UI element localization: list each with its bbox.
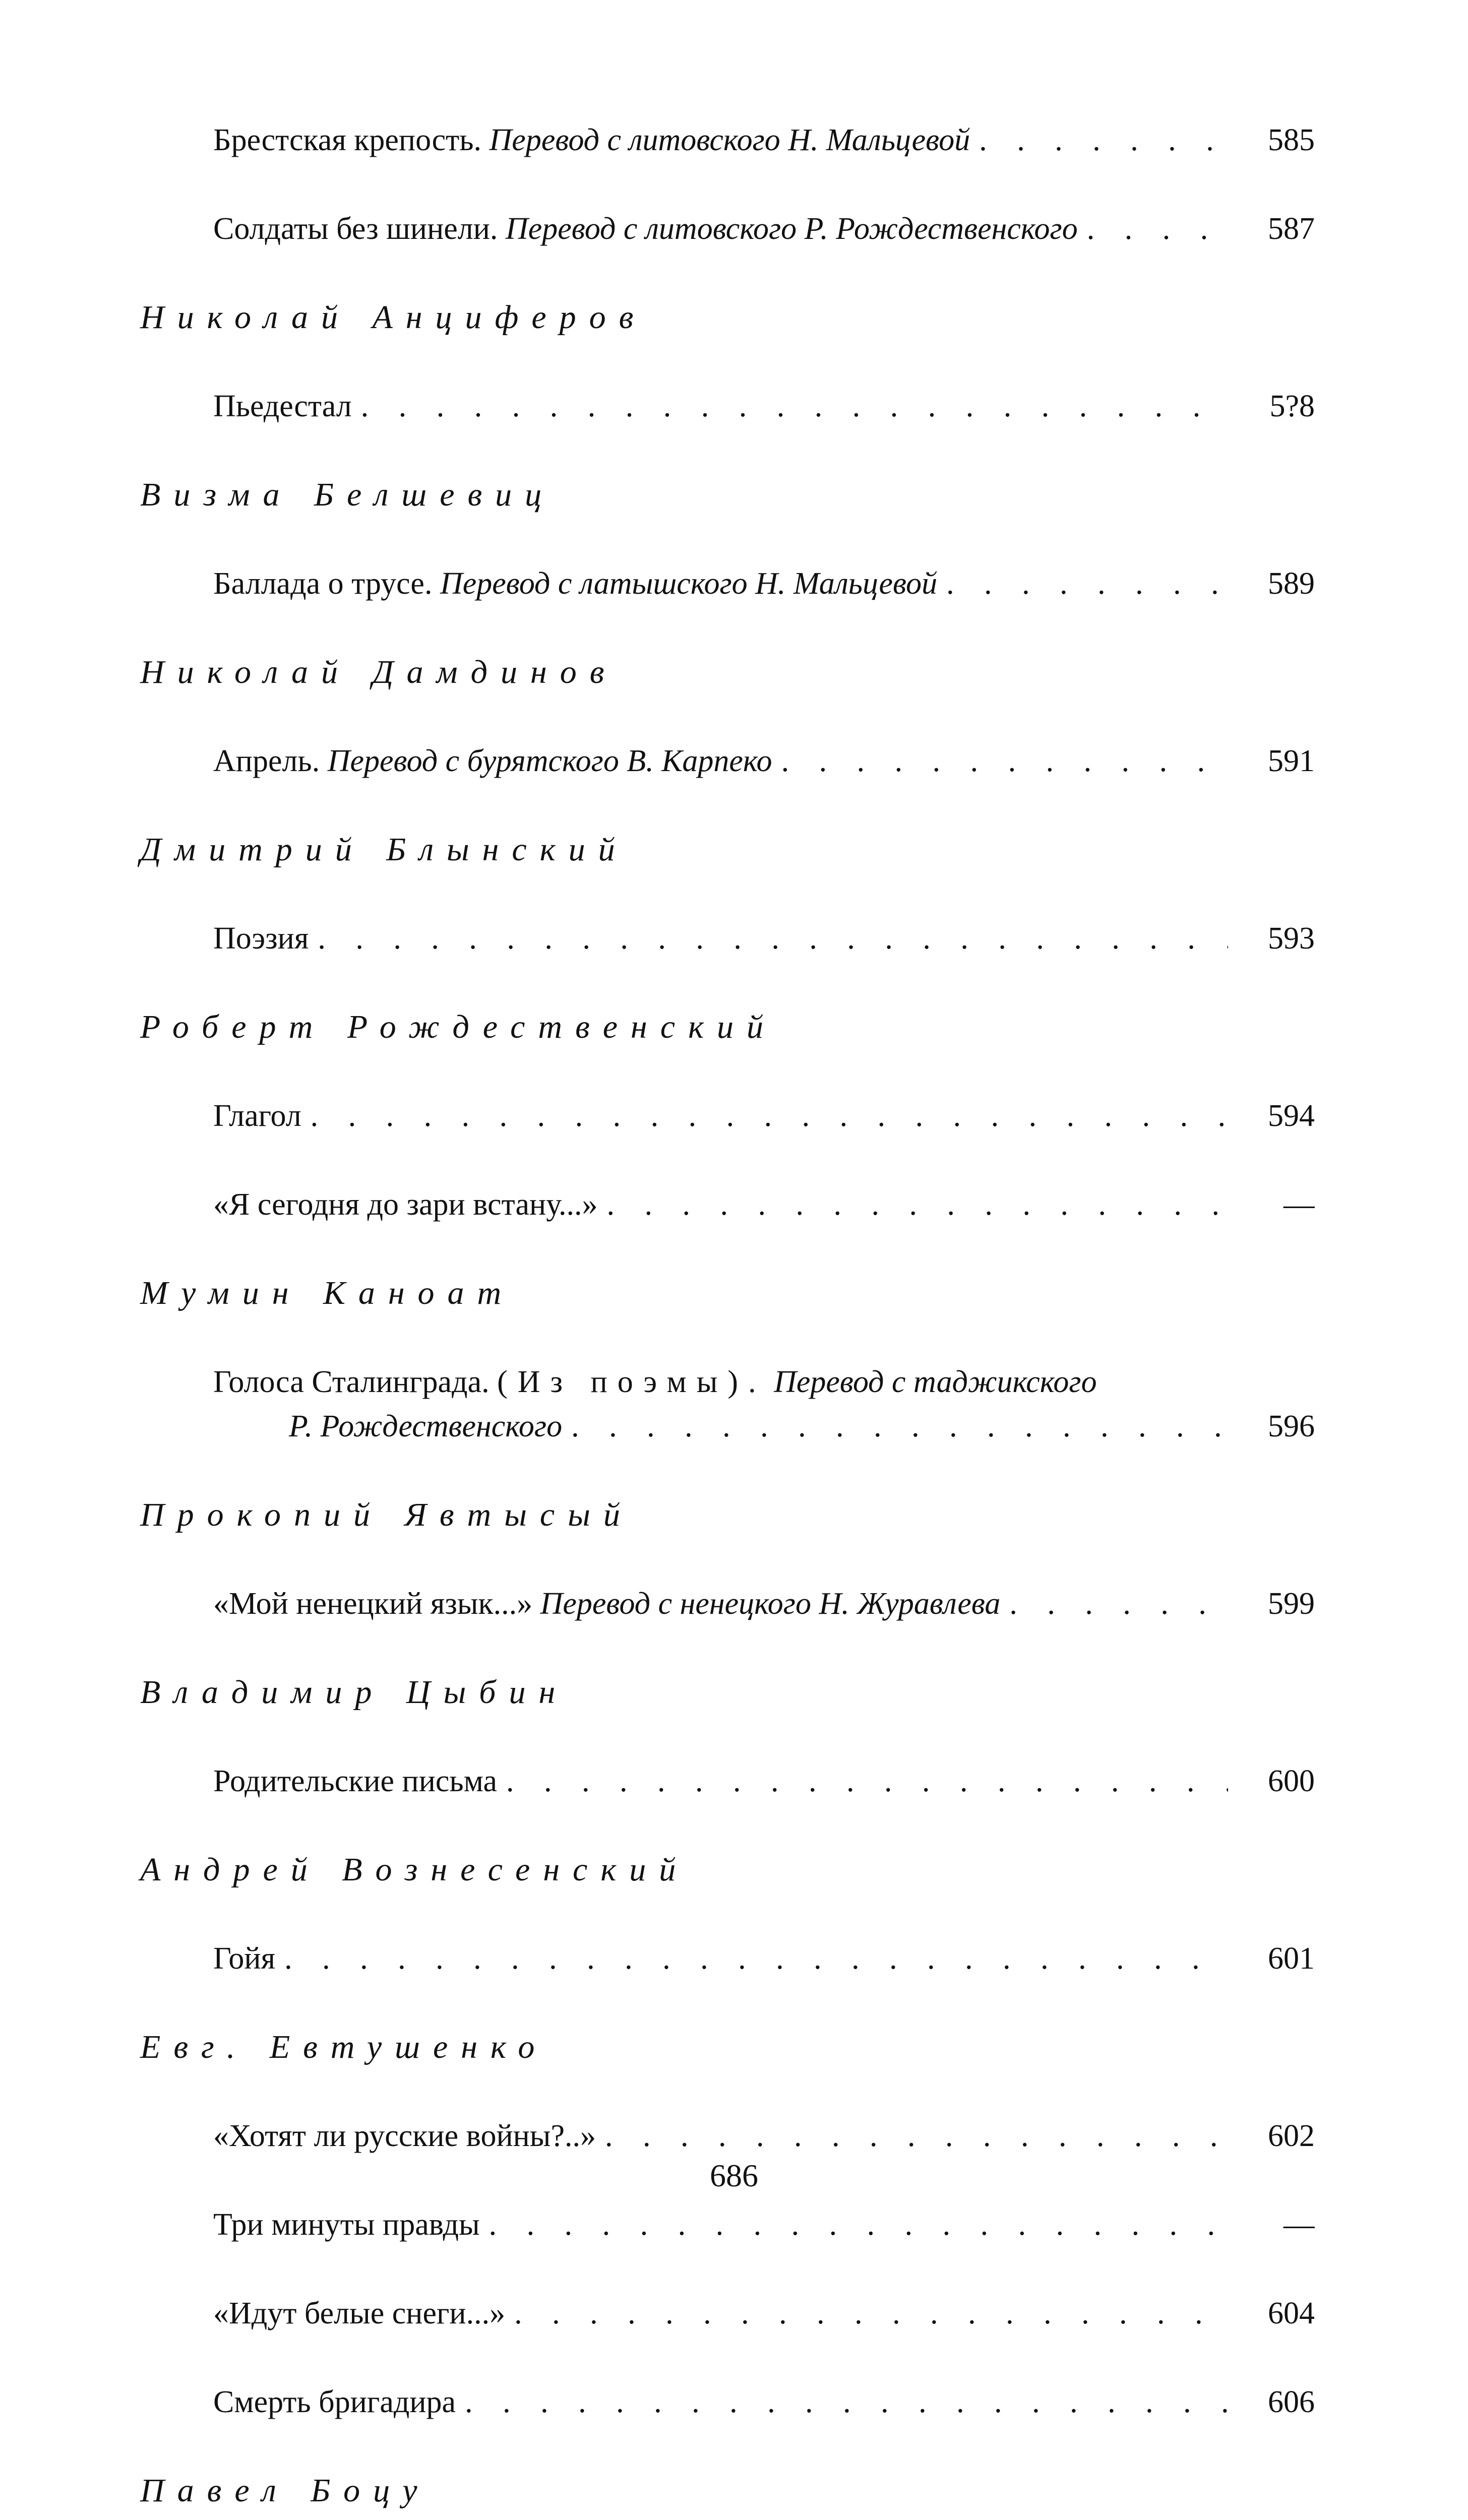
entry-title: Брестская крепость. [213,123,482,157]
entry-title: Глагол [213,1099,301,1133]
leader-dots [946,539,1228,628]
toc-entry [140,1160,1315,1249]
entry-page-number: 602 [1268,2119,1315,2153]
entry-page-number: 601 [1268,1941,1315,1976]
author-heading: Евг. Евтушенко [140,2029,548,2065]
author-heading: Николай Дамдинов [140,654,618,690]
author-heading: Павел Боцу [140,2472,431,2509]
toc-entry [140,362,1315,451]
author-heading: Мумин Каноат [140,1275,515,1311]
leader-dots [571,1404,1228,1448]
entry-page-number: 593 [1268,921,1315,956]
toc-entry [140,184,1315,273]
author-heading: Андрей Вознесенский [140,1851,689,1888]
entry-translation: Перевод с литовского Н. Мальцевой [489,123,970,157]
author-heading: Николай Анциферов [140,299,647,336]
entry-translation: Перевод с латышского Н. Мальцевой [440,566,938,601]
leader-dots [284,1914,1228,2003]
table-of-contents [140,96,1315,2520]
entry-title: «Мой ненецкий язык...» [213,1587,533,1621]
leader-dots [361,362,1228,451]
page-number: 686 [710,2158,758,2193]
entry-title: Поэзия [213,921,309,956]
entry-page-number: 585 [1268,123,1315,157]
entry-subtitle: (Из поэмы). [497,1365,766,1399]
entry-translation-continued: Р. Рождественского [289,1409,563,1443]
entry-page-number: 5?8 [1269,389,1315,423]
entry-page-number: 596 [1268,1409,1315,1443]
toc-entry [140,1559,1315,1648]
leader-dots [318,894,1228,983]
entry-page-number: 604 [1268,2296,1315,2330]
toc-entry [140,894,1315,983]
leader-dots [311,1072,1228,1160]
entry-title: Голоса Сталинграда. [213,1365,490,1399]
entry-title: «Хотят ли русские войны?..» [213,2119,596,2153]
toc-entry-multiline [140,1338,1315,1471]
entry-title: «Идут белые снеги...» [213,2296,506,2330]
leader-dots [1087,184,1228,273]
leader-dots [607,1160,1229,1249]
entry-translation: Перевод с таджикского [774,1365,1097,1399]
toc-entry [140,2269,1315,2358]
entry-page-number: — [1283,1187,1315,1222]
entry-title: Пьедестал [213,389,352,423]
toc-entry [140,96,1315,184]
entry-page-number: 600 [1268,1764,1315,1798]
author-heading: Владимир Цыбин [140,1674,569,1711]
author-heading: Дмитрий Блынский [140,831,628,868]
leader-dots [514,2269,1228,2358]
entry-translation: Перевод с бурятского В. Карпеко [327,744,772,778]
entry-page-number: 594 [1268,1099,1315,1133]
entry-page-number: 606 [1268,2385,1315,2419]
toc-entry [140,1737,1315,1825]
author-heading: Роберт Рождественский [140,1009,776,1045]
entry-title: Три минуты правды [213,2208,480,2242]
toc-entry [140,717,1315,805]
entry-title: Апрель. [213,744,320,778]
leader-dots [465,2358,1228,2446]
toc-entry [140,1072,1315,1160]
entry-page-number: 591 [1268,744,1315,778]
entry-title: Родительские письма [213,1764,498,1798]
entry-translation: Перевод с литовского Р. Рождественского [505,212,1078,246]
entry-page-number: 587 [1268,212,1315,246]
leader-dots [781,717,1228,805]
entry-title: Солдаты без шинели. [213,212,498,246]
entry-page-number: 599 [1268,1587,1315,1621]
leader-dots [979,96,1228,184]
entry-title: «Я сегодня до зари встану...» [213,1187,598,1222]
entry-translation: Перевод с ненецкого Н. Журавлева [540,1587,1001,1621]
entry-title: Смерть бригадира [213,2385,456,2419]
author-heading: Прокопий Явтысый [140,1496,633,1533]
toc-entry [140,539,1315,628]
entry-title: Баллада о трусе. [213,566,433,601]
leader-dots [506,1737,1228,1825]
toc-entry [140,2358,1315,2446]
entry-page-number: 589 [1268,566,1315,601]
author-heading: Визма Белшевиц [140,476,555,513]
entry-page-number: — [1283,2208,1315,2242]
leader-dots [1009,1559,1228,1648]
toc-entry [140,1914,1315,2003]
entry-title: Гойя [213,1941,276,1976]
